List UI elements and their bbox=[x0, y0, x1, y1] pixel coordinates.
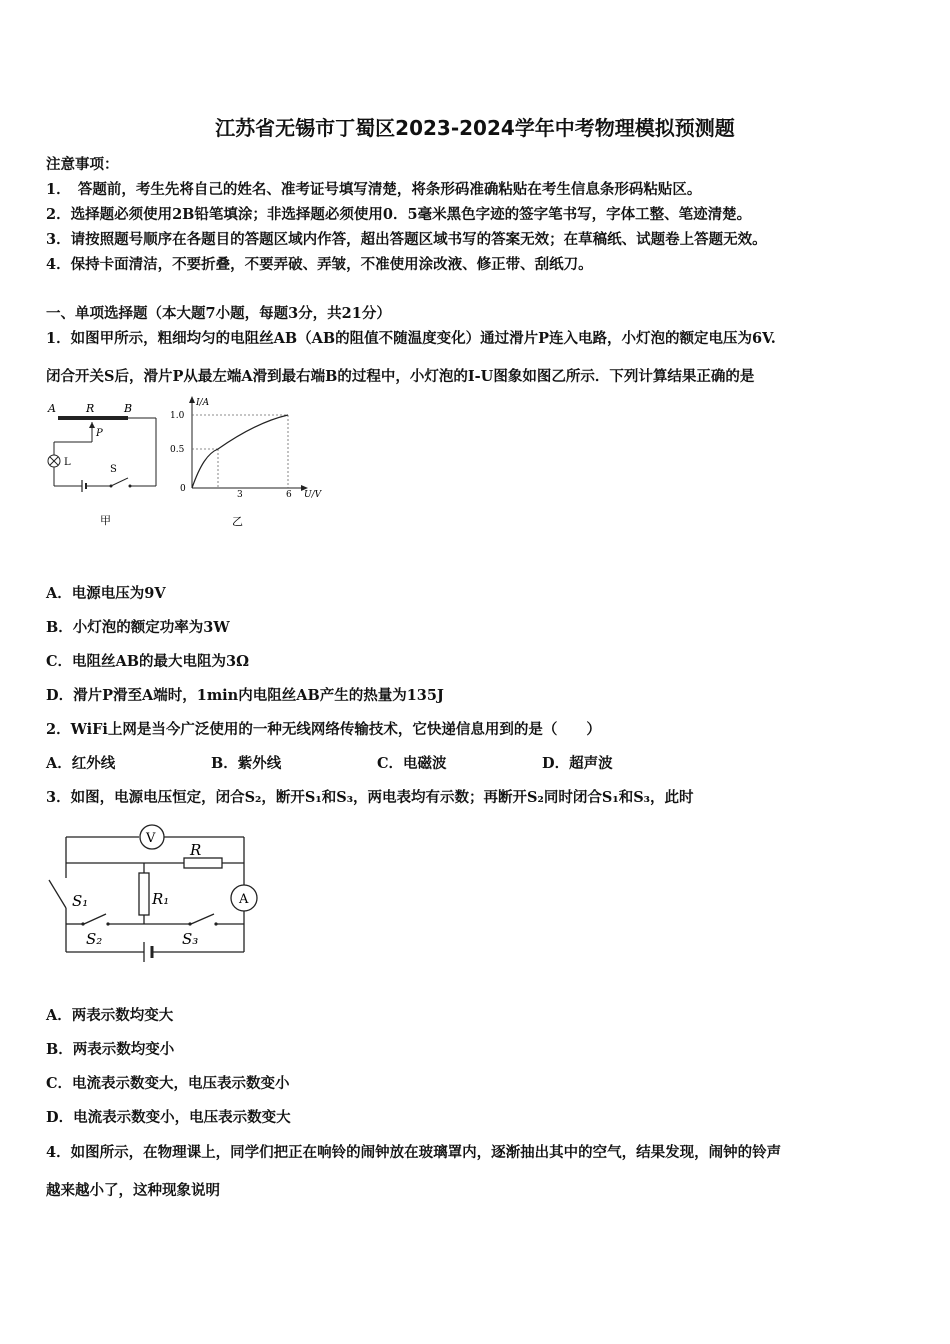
label-s2: S₂ bbox=[86, 930, 103, 948]
q3-option-b[interactable]: B．两表示数均变小 bbox=[46, 1041, 175, 1058]
tick-label: 0.5 bbox=[170, 445, 185, 455]
label-r1: R₁ bbox=[152, 890, 170, 908]
label-r: R bbox=[86, 402, 95, 415]
notice-item: 1． 答题前，考生先将自己的姓名、准考证号填写清楚，将条形码准确粘贴在考生信息条形码粘贴区。 bbox=[46, 181, 702, 198]
iu-curve bbox=[192, 415, 288, 488]
q1-option-d[interactable]: D．滑片P滑至A端时，1min内电阻丝AB产生的热量为135J bbox=[46, 687, 444, 704]
q2-option-a[interactable]: A．红外线 bbox=[46, 755, 116, 772]
q1-stem-line1: 1．如图甲所示，粗细均匀的电阻丝AB（AB的阻值不随温度变化）通过滑片P连入电路，小灯泡的额定电压为6V. bbox=[46, 330, 776, 347]
label-l: L bbox=[64, 457, 71, 468]
tick-label: 1.0 bbox=[170, 411, 185, 421]
switch-icon bbox=[111, 478, 128, 486]
tick-label: 0 bbox=[180, 484, 186, 494]
q2-stem: 2．WiFi上网是当今广泛使用的一种无线网络传输技术，它快递信息用到的是（ ） bbox=[46, 721, 601, 738]
label-s1: S₁ bbox=[72, 892, 89, 910]
q1-circuit-jia bbox=[44, 398, 164, 528]
q3-option-c[interactable]: C．电流表示数变大，电压表示数变小 bbox=[46, 1075, 290, 1092]
y-axis-label: I/A bbox=[196, 398, 210, 408]
notice-item: 4．保持卡面清洁，不要折叠，不要弄破、弄皱，不准使用涂改液、修正带、刮纸刀。 bbox=[46, 256, 593, 273]
figure-caption-yi: 乙 bbox=[232, 515, 243, 528]
resistance-wire bbox=[58, 416, 128, 420]
q3-option-a[interactable]: A．两表示数均变大 bbox=[46, 1007, 174, 1024]
figure-caption-jia: 甲 bbox=[100, 514, 111, 527]
label-b: B bbox=[124, 402, 133, 415]
q1-iu-graph bbox=[166, 393, 336, 528]
q2-option-d[interactable]: D．超声波 bbox=[542, 755, 613, 772]
label-s3: S₃ bbox=[182, 930, 199, 948]
resistor-r bbox=[184, 858, 222, 868]
x-axis-label: U/V bbox=[304, 490, 322, 500]
q1-option-b[interactable]: B．小灯泡的额定功率为3W bbox=[46, 619, 230, 636]
switch-s3-icon bbox=[191, 914, 214, 924]
q2-option-b[interactable]: B．紫外线 bbox=[211, 755, 282, 772]
notice-item: 2．选择题必须使用2B铅笔填涂；非选择题必须使用0．5毫米黑色字迹的签字笔书写，字体工整、笔迹清楚。 bbox=[46, 206, 752, 223]
q1-option-c[interactable]: C．电阻丝AB的最大电阻为3Ω bbox=[46, 653, 250, 670]
tick-label: 3 bbox=[237, 490, 243, 500]
switch-s2-icon bbox=[84, 914, 106, 924]
section-heading: 一、单项选择题（本大题7小题，每题3分，共21分） bbox=[46, 305, 391, 322]
label-p: P bbox=[96, 428, 103, 439]
q3-option-d[interactable]: D．电流表示数变小，电压表示数变大 bbox=[46, 1109, 291, 1126]
q4-stem-line1: 4．如图所示，在物理课上，同学们把正在响铃的闹钟放在玻璃罩内，逐渐抽出其中的空气，结果发现，闹钟的铃声 bbox=[46, 1144, 782, 1161]
voltmeter-label: V bbox=[146, 831, 156, 846]
notice-item: 3．请按照题号顺序在各题目的答题区域内作答，超出答题区域书写的答案无效；在草稿纸、试题卷上答题无效。 bbox=[46, 231, 767, 248]
label-s: S bbox=[110, 464, 117, 475]
slider-arrow-icon bbox=[89, 422, 95, 428]
ammeter-label: A bbox=[239, 892, 249, 907]
q2-options-row bbox=[46, 752, 613, 773]
q3-stem: 3．如图，电源电压恒定，闭合S₂，断开S₁和S₃，两电表均有示数；再断开S₂同时闭合S₁和S₃，此时 bbox=[46, 789, 694, 806]
q4-stem-line2: 越来越小了，这种现象说明 bbox=[46, 1182, 220, 1199]
q1-stem-line2: 闭合开关S后，滑片P从最左端A滑到最右端B的过程中，小灯泡的I-U图象如图乙所示．下列计算结果正确的是 bbox=[46, 368, 755, 385]
notice-heading: 注意事项： bbox=[46, 156, 119, 173]
q3-circuit bbox=[44, 818, 264, 973]
label-a: A bbox=[48, 402, 56, 415]
q2-option-c[interactable]: C．电磁波 bbox=[377, 755, 447, 772]
switch-s1-icon bbox=[49, 880, 66, 908]
label-r: R bbox=[190, 841, 202, 859]
resistor-r1 bbox=[139, 873, 149, 915]
q1-option-a[interactable]: A．电源电压为9V bbox=[46, 585, 166, 602]
page-title: 江苏省无锡市丁蜀区2023-2024学年中考物理模拟预测题 bbox=[215, 116, 735, 140]
tick-label: 6 bbox=[286, 490, 292, 500]
